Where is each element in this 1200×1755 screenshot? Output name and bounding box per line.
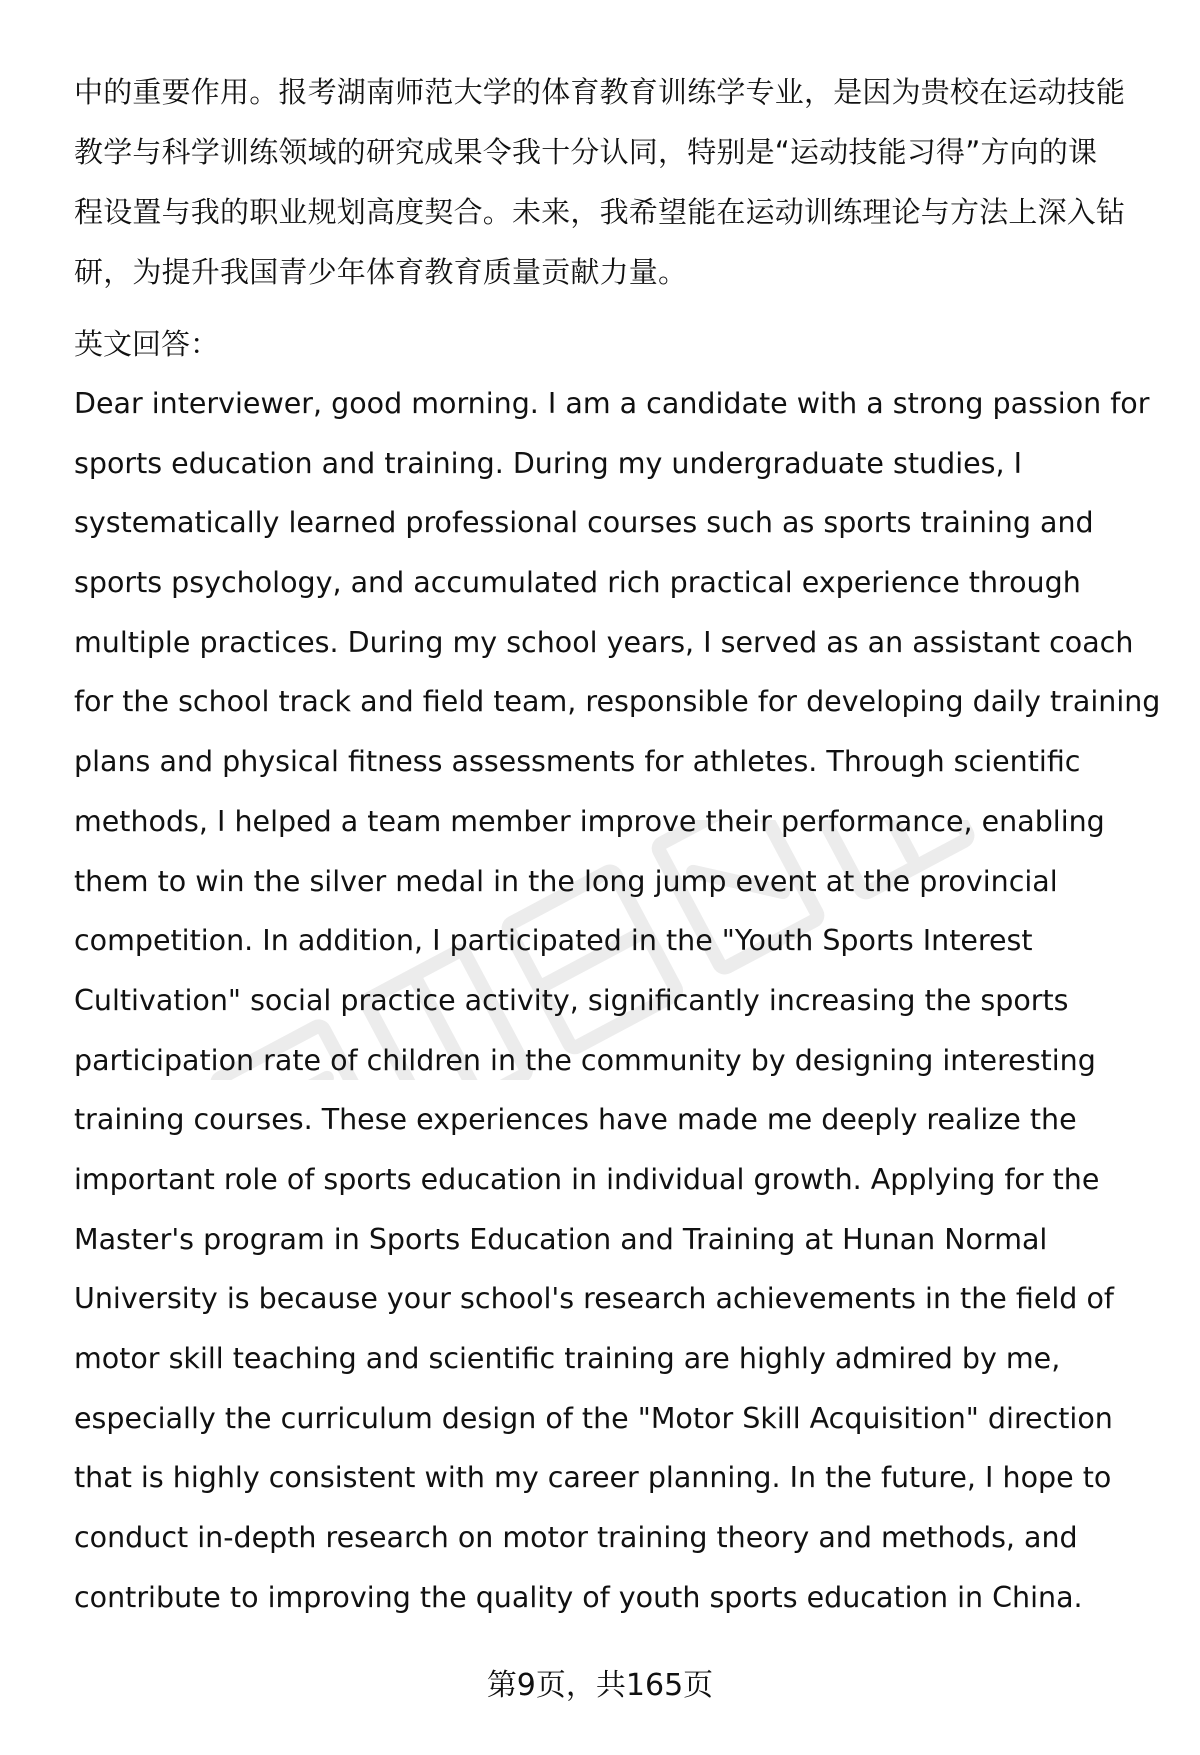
page-number-footer: 第9页，共165页 <box>486 1668 714 1703</box>
text-line: Master's program in Sports Education and Training at Hunan Normal <box>74 1222 1048 1256</box>
text-line: especially the curriculum design of the "Motor Skill Acquisition" direction <box>74 1401 1113 1435</box>
document-body <box>74 62 1164 1627</box>
text-line: systematically learned professional courses such as sports training and <box>74 506 1094 540</box>
text-line: Cultivation" social practice activity, significantly increasing the sports <box>74 983 1069 1017</box>
text-line: important role of sports education in individual growth. Applying for the <box>74 1162 1100 1196</box>
text-line: 程设置与我的职业规划高度契合。未来，我希望能在运动训练理论与方法上深入钻 <box>74 195 1126 229</box>
english-answer-heading: 英文回答： <box>74 327 220 361</box>
text-line: multiple practices. During my school years, I served as an assistant coach <box>74 625 1134 659</box>
text-line: methods, I helped a team member improve their performance, enabling <box>74 804 1105 838</box>
text-line: contribute to improving the quality of youth sports education in China. <box>74 1580 1083 1614</box>
chinese-answer-paragraph <box>74 62 1164 302</box>
text-line: University is because your school's research achievements in the field of <box>74 1282 1114 1316</box>
text-line: 中的重要作用。报考湖南师范大学的体育教育训练学专业，是因为贵校在运动技能 <box>74 75 1126 109</box>
text-line: sports psychology, and accumulated rich practical experience through <box>74 566 1081 600</box>
text-line: that is highly consistent with my career planning. In the future, I hope to <box>74 1461 1112 1495</box>
text-line: Dear interviewer, good morning. I am a candidate with a strong passion for <box>74 387 1150 420</box>
text-line: plans and physical fitness assessments for athletes. Through scientific <box>74 745 1081 779</box>
english-answer-paragraph <box>74 374 1164 1627</box>
text-line: conduct in-depth research on motor training theory and methods, and <box>74 1521 1078 1555</box>
text-line: 教学与科学训练领域的研究成果令我十分认同，特别是“运动技能习得”方向的课 <box>74 135 1098 169</box>
text-line: participation rate of children in the community by designing interesting <box>74 1043 1096 1077</box>
text-line: for the school track and field team, responsible for developing daily training <box>74 685 1161 719</box>
text-line: 研，为提升我国青少年体育教育质量贡献力量。 <box>74 255 688 289</box>
text-line: them to win the silver medal in the long jump event at the provincial <box>74 864 1058 898</box>
text-line: motor skill teaching and scientific training are highly admired by me, <box>74 1342 1061 1375</box>
text-line: sports education and training. During my undergraduate studies, I <box>74 446 1023 480</box>
text-line: competition. In addition, I participated in the "Youth Sports Interest <box>74 924 1033 958</box>
text-line: training courses. These experiences have made me deeply realize the <box>74 1103 1077 1137</box>
